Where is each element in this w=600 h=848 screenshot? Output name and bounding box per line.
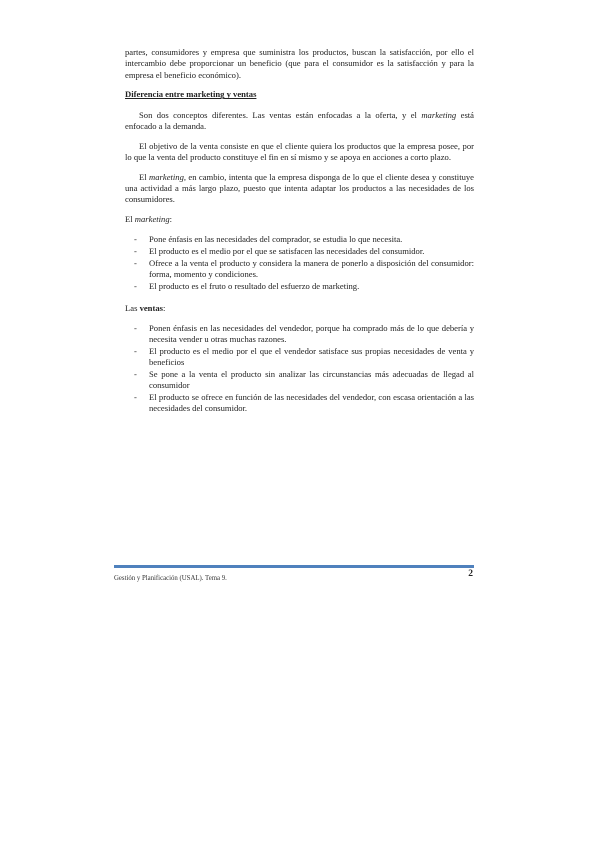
- list-item: - El producto es el medio por el que se satisfacen las necesidades del consumidor.: [125, 246, 474, 257]
- paragraph-text: , en cambio, intenta que la empresa disponga de lo que el cliente desea y constituye una actividad a más largo plazo, puesto que intenta adaptar los productos a las necesidades de los consumidores.: [125, 171, 474, 205]
- section-heading: Diferencia entre marketing y ventas: [125, 89, 257, 100]
- paragraph-objetivo-venta: El objetivo de la venta consiste en que el cliente quiera los productos que la empresa posee, por lo que la venta del producto constituye el fin en sí mismo y se apoya en acciones a corto plazo.: [125, 140, 474, 163]
- list-item: - Ofrece a la venta el producto y considera la manera de ponerlo a disposición del consumidor: forma, momento y condiciones.: [125, 258, 474, 281]
- list-item: - Se pone a la venta el producto sin analizar las circunstancias más adecuadas de llegad al consumidor: [125, 369, 474, 392]
- paragraph-text: El: [139, 171, 150, 182]
- emphasis-marketing: marketing: [134, 214, 170, 225]
- ventas-list-lead: [125, 303, 474, 314]
- page-body: [125, 47, 474, 426]
- paragraph-text: está enfocado a la demanda.: [125, 109, 474, 131]
- lead-text: :: [169, 214, 173, 225]
- intro-paragraph: partes, consumidores y empresa que suministra los productos, buscan la satisfacción, por ello el intercambio debe proporcionar un beneficio (que para el consumidor es la satisfacción y para la empresa el beneficio económico).: [125, 47, 474, 80]
- lead-text: :: [162, 303, 166, 314]
- emphasis-marketing: marketing: [149, 171, 184, 182]
- lead-text: El: [125, 214, 135, 225]
- list-item: - El producto se ofrece en función de las necesidades del vendedor, con escasa orientación a las necesidades del consumidor.: [125, 392, 474, 415]
- list-item: - El producto es el medio por el que el vendedor satisface sus propias necesidades de venta y beneficios: [125, 346, 474, 369]
- paragraph-conceptos: [125, 110, 474, 133]
- marketing-list: [125, 234, 474, 292]
- list-item: - Ponen énfasis en las necesidades del vendedor, porque ha comprado más de lo que debería y necesita vender u otras muchas razones.: [125, 323, 474, 346]
- emphasis-marketing: marketing: [421, 109, 457, 120]
- list-item: - El producto es el fruto o resultado del esfuerzo de marketing.: [125, 281, 474, 292]
- ventas-list: [125, 323, 474, 415]
- footer-text: Gestión y Planificación (USAL). Tema 9.: [114, 575, 227, 582]
- marketing-list-lead: [125, 214, 474, 225]
- emphasis-ventas: ventas: [139, 303, 163, 314]
- paragraph-text: Son dos conceptos diferentes. Las ventas están enfocadas a la oferta, y el: [139, 109, 422, 120]
- footer-divider: [114, 565, 474, 568]
- page-number: 2: [468, 569, 473, 579]
- list-item: - Pone énfasis en las necesidades del comprador, se estudia lo que necesita.: [125, 234, 474, 245]
- lead-text: Las: [125, 303, 140, 314]
- paragraph-marketing: [125, 172, 474, 206]
